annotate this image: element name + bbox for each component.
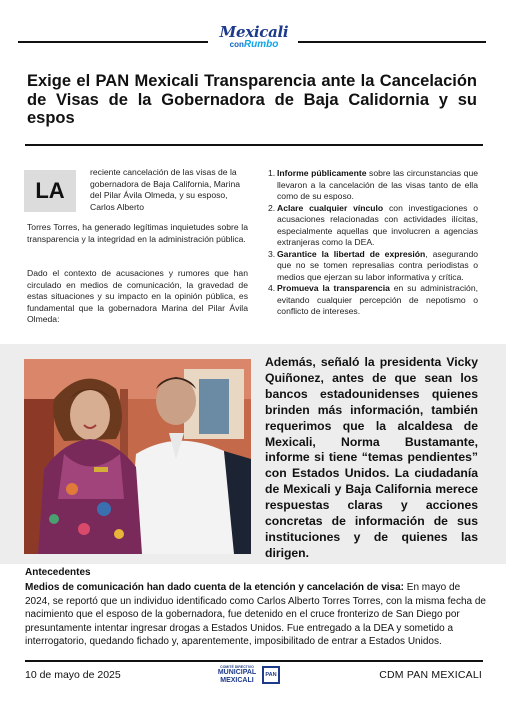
logo-text-mexicali: Mexicali bbox=[219, 23, 289, 41]
antecedentes-body bbox=[25, 581, 486, 649]
governor-and-husband-photo bbox=[24, 359, 251, 554]
list-item: 3. Garantice la libertad de expresión, asegurando que no se tomen represalias contra periodistas o medios que ejerzan su labor informativa y crítica. bbox=[268, 248, 479, 282]
antecedentes-lead: Medios de comunicación han dado cuenta de la etención y cancelación de visa: bbox=[25, 582, 404, 593]
list-item: 4. Promueva la transparencia en su administración, evitando cualquier percepción de nepotismo o conflicto de intereses. bbox=[268, 283, 478, 316]
list-item: 2. Aclare cualquier vínculo con investigaciones o acusaciones relacionadas con actividades ilícitas, especialmente aquellas que involucren a agencias extranjeras como la DEA. bbox=[268, 202, 479, 247]
organization-name: CDM PAN MEXICALI bbox=[379, 669, 482, 681]
antecedentes-text: En mayo de 2024, se reportó que un individuo identificado como Carlos Alberto Torres Torres, con la misma fecha de nacimiento que el esposo de la gobernadora, fue detenido en el cruce fronterizo de San Diego por presuntamente intentar ingresar drogas a Estados Unidos. Fue entregado a la DEA y sometido a interrogatorio, quedando fichado y, aparentemente, imposibilitado de entrar a Estados Unidos. bbox=[25, 582, 486, 648]
pan-emblem-icon: PAN bbox=[262, 666, 280, 684]
pull-quote: Además, señaló la presidenta Vicky Quiñonez, antes de que sean los bancos estadounidenses quienes brinden más información, también requerimos que la alcaldesa de Mexicali, Norma Bustamante, informe si tiene “temas pendientes” con Estados Unidos. La ciudadanía de Mexicali y Baja California merece respuestas claras y acciones concretas de información de sus instituciones y de quienes las dirigen. bbox=[265, 355, 478, 560]
article-title: Exige el PAN Mexicali Transparencia ante la Cancelación de Visas de la Gobernadora de Baja Calidornia y su espos bbox=[27, 72, 477, 127]
logo-text-con-rumbo: conRumbo bbox=[229, 39, 279, 50]
mexicali-con-rumbo-logo bbox=[212, 24, 296, 56]
header-rule-left bbox=[18, 41, 208, 43]
publication-date: 10 de mayo de 2025 bbox=[25, 669, 121, 681]
header-rule-right bbox=[298, 41, 486, 43]
demands-list bbox=[268, 168, 478, 318]
footer-divider bbox=[25, 660, 483, 662]
intro-text: reciente cancelación de las visas de la gobernadora de Baja California, Marina del Pilar Ávila Olmeda, y su esposo, Carlos Alberto bbox=[90, 167, 241, 212]
drop-cap: LA bbox=[24, 170, 76, 212]
paragraph-1: Torres Torres, ha generado legítimas inquietudes sobre la transparencia y la integridad en la administración pública. bbox=[27, 222, 248, 244]
paragraph-2: Dado el contexto de acusaciones y rumores que han circulado en medios de comunicación, la gravedad de estas situaciones y su impacto en la opinión pública, es fundamental que la gobernadora Marina del Pilar Ávila Olmeda: bbox=[27, 268, 248, 324]
antecedentes-heading: Antecedentes bbox=[25, 567, 91, 578]
title-divider bbox=[25, 144, 483, 146]
cdm-pan-logo: COMITÉ DIRECTIVO MUNICIPAL MEXICALI PAN bbox=[214, 665, 282, 687]
list-item: 1. Informe públicamente sobre las circunstancias que llevaron a la cancelación de las visas tanto de ella como de su esposo. bbox=[268, 168, 479, 201]
